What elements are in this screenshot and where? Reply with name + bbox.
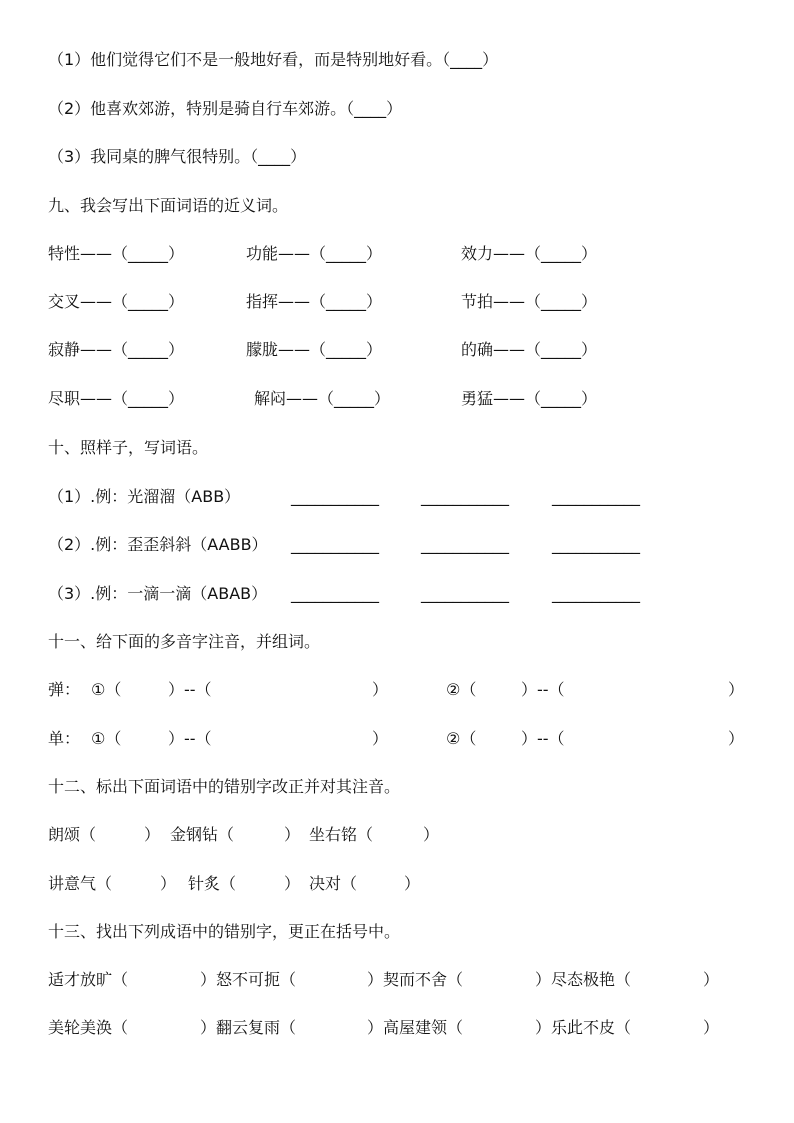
- synonym-item: 特性——（_____）: [48, 244, 185, 263]
- synonym-item: 寂静——（_____）: [48, 340, 185, 359]
- idiom-row: 适才放旷（ ）怒不可扼（ ）契而不舍（ ）尽态极艳（ ）: [48, 970, 720, 989]
- typo-row: 讲意气（ ） 针炙（ ） 决对（ ）: [48, 874, 421, 893]
- polyphone-char: 弹：: [48, 680, 81, 699]
- synonym-item: 尽职——（_____）: [48, 389, 185, 408]
- synonym-row: [0, 387, 794, 411]
- synonym-item: 效力——（_____）: [461, 244, 598, 263]
- section-title: 十、照样子，写词语。: [48, 438, 209, 457]
- polyphone-row: 弹： ①（ ）--（ ） ②（ ）--（ ）: [0, 678, 794, 702]
- synonym-item: 勇猛——（_____）: [461, 389, 598, 408]
- polyphone-row: 单： ①（ ）--（ ） ②（ ）--（ ）: [0, 727, 794, 751]
- idiom-row: 美轮美涣（ ）翻云复雨（ ）高屋建领（ ）乐此不皮（ ）: [48, 1018, 720, 1037]
- typo-row: 朗颂（ ） 金钢钻（ ） 坐右铭（ ）: [48, 825, 440, 844]
- synonym-item: 功能——（_____）: [246, 244, 383, 263]
- answer-blank: ___________: [421, 487, 509, 506]
- question-item: （1）他们觉得它们不是一般地好看，而是特别地好看。（____）: [48, 50, 499, 69]
- section-title: 十一、给下面的多音字注音，并组词。: [48, 632, 321, 651]
- synonym-item: 朦胧——（_____）: [246, 340, 383, 359]
- synonym-row: [0, 290, 794, 314]
- synonym-item: 节拍——（_____）: [461, 292, 598, 311]
- pattern-example: （2）.例：歪歪斜斜（AABB）: [48, 535, 268, 554]
- synonym-item: 指挥——（_____）: [246, 292, 383, 311]
- section-title: 十二、标出下面词语中的错别字改正并对其注音。: [48, 777, 401, 796]
- synonym-item: 交叉——（_____）: [48, 292, 185, 311]
- section-title: 十三、找出下列成语中的错别字，更正在括号中。: [48, 922, 401, 941]
- answer-blank: ___________: [421, 535, 509, 554]
- answer-blank: ___________: [552, 584, 640, 603]
- question-item: （3）我同桌的脾气很特别。（____）: [48, 147, 307, 166]
- answer-blank: ___________: [552, 535, 640, 554]
- answer-blank: ___________: [291, 584, 379, 603]
- synonym-row: [0, 338, 794, 362]
- answer-blank: ___________: [291, 535, 379, 554]
- pattern-example: （3）.例：一滴一滴（ABAB）: [48, 584, 268, 603]
- pattern-example: （1）.例：光溜溜（ABB）: [48, 487, 241, 506]
- pattern-row: [0, 485, 794, 509]
- synonym-item: 解闷——（_____）: [254, 389, 391, 408]
- polyphone-char: 单：: [48, 729, 81, 748]
- answer-blank: ___________: [291, 487, 379, 506]
- section-title: 九、我会写出下面词语的近义词。: [48, 196, 289, 215]
- pattern-row: [0, 533, 794, 557]
- question-item: （2）他喜欢郊游，特别是骑自行车郊游。（____）: [48, 99, 403, 118]
- pattern-row: [0, 582, 794, 606]
- synonym-item: 的确——（_____）: [461, 340, 598, 359]
- answer-blank: ___________: [421, 584, 509, 603]
- answer-blank: ___________: [552, 487, 640, 506]
- synonym-row: [0, 242, 794, 266]
